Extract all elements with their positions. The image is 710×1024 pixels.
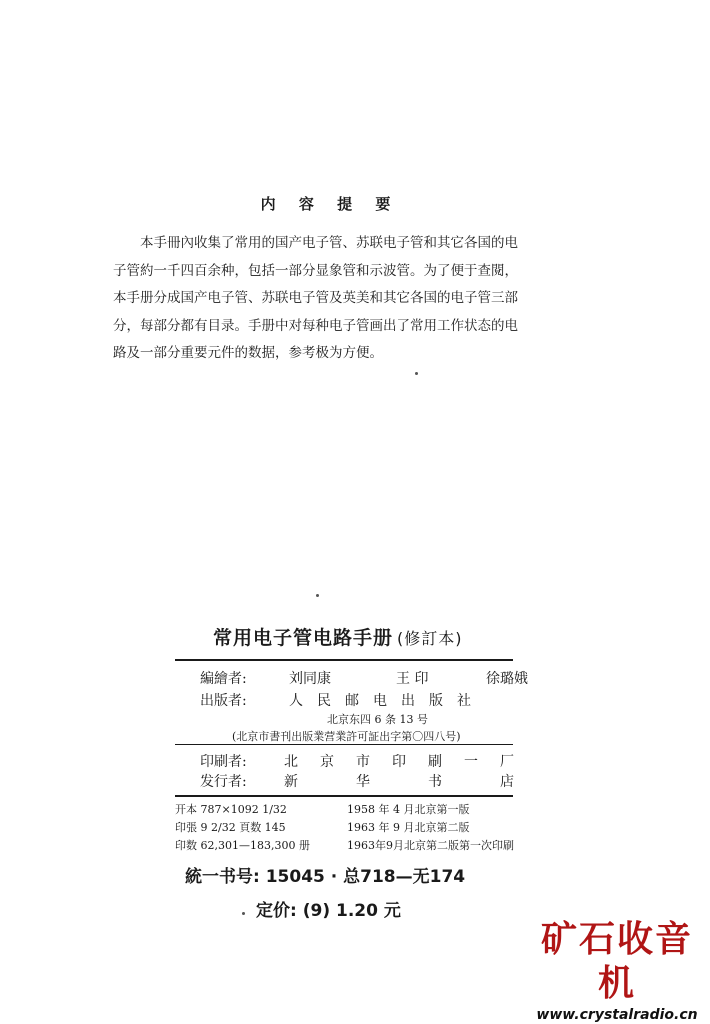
editor-name: 徐璐娥: [486, 671, 528, 687]
printer-char: 一: [464, 754, 478, 770]
publisher-char: 版: [429, 693, 443, 709]
printer-char: 厂: [500, 754, 514, 770]
printer-char: 北: [284, 754, 298, 770]
printer-row: [200, 751, 514, 771]
publisher-char: 出: [401, 693, 415, 709]
book-price: 定价: (9) 1.20 元: [256, 901, 401, 921]
colophon-rule-middle: [175, 744, 513, 745]
summary-line: 子管約一千四百余种，包括一部分显象管和示波管。为了便于查閱，: [113, 262, 518, 279]
distributor-label: 发行者:: [200, 774, 247, 790]
publisher-char: 邮: [345, 693, 359, 709]
spec-row: [175, 819, 515, 837]
spec-right: 1958 年 4 月北京第一版: [347, 803, 470, 816]
summary-line: 路及一部分重要元件的数据，参考极为方便。: [113, 345, 383, 361]
summary-line: 本手册分成国产电子管、苏联电子管及英美和其它各国的电子管三部: [113, 290, 518, 306]
unified-book-number: 統一书号: 15045 · 总718—无174: [185, 867, 466, 887]
publisher-license: (北京市書刊出版業营業許可証出字第〇四八号): [232, 730, 461, 743]
printer-char: 刷: [428, 754, 442, 770]
paper-speck: [242, 912, 245, 915]
watermark-url: www.crystalradio.cn: [536, 1007, 698, 1023]
edition-note: (修訂本): [397, 629, 463, 648]
colophon-rule-top: [175, 659, 513, 661]
paper-speck: [316, 594, 319, 597]
distributor-row: [200, 771, 514, 791]
site-watermark: [527, 918, 707, 1024]
publisher-row: [200, 690, 471, 710]
publication-specs: [175, 801, 515, 855]
distributor-char: 华: [356, 774, 370, 790]
paper-speck: [415, 372, 418, 375]
publisher-address: 北京东四 6 条 13 号: [327, 713, 428, 726]
spec-row: [175, 801, 515, 819]
spec-left: 印数 62,301—183,300 册: [175, 839, 310, 852]
printer-char: 市: [356, 754, 370, 770]
editors-label: 編繪者:: [200, 671, 247, 687]
spec-right: 1963年9月北京第二版第一次印刷: [347, 839, 514, 852]
summary-line: 分，每部分都有目录。手册中对每种电子管画出了常用工作状态的电: [113, 317, 518, 334]
summary-paragraph: [113, 230, 575, 368]
watermark-title: 矿石收音机: [540, 919, 693, 1004]
colophon-rule-bottom: [175, 795, 513, 797]
publisher-char: 人: [289, 693, 303, 709]
summary-title: 内 容 提 要: [260, 195, 400, 213]
book-title-text: 常用电子管电路手册: [213, 627, 394, 649]
printer-char: 印: [392, 754, 406, 770]
printer-char: 京: [320, 754, 334, 770]
spec-right: 1963 年 9 月北京第二版: [347, 821, 470, 834]
editor-name: 刘同康: [289, 671, 331, 687]
editor-name: 王 印: [396, 671, 429, 687]
publisher-char: 民: [317, 693, 331, 709]
publisher-char: 电: [373, 693, 387, 709]
distributor-char: 店: [500, 774, 514, 790]
book-title: [213, 623, 463, 650]
editors-row: [200, 668, 528, 688]
printer-label: 印刷者:: [200, 754, 247, 770]
spec-left: 印張 9 2/32 頁数 145: [175, 821, 286, 834]
publisher-label: 出版者:: [200, 693, 247, 709]
publisher-char: 社: [457, 693, 471, 709]
summary-line: 本手冊內收集了常用的国产电子管、苏联电子管和其它各国的电: [140, 235, 518, 251]
spec-row: [175, 837, 515, 855]
distributor-char: 新: [284, 774, 298, 790]
spec-left: 开本 787×1092 1/32: [175, 803, 287, 816]
distributor-char: 书: [428, 774, 442, 790]
